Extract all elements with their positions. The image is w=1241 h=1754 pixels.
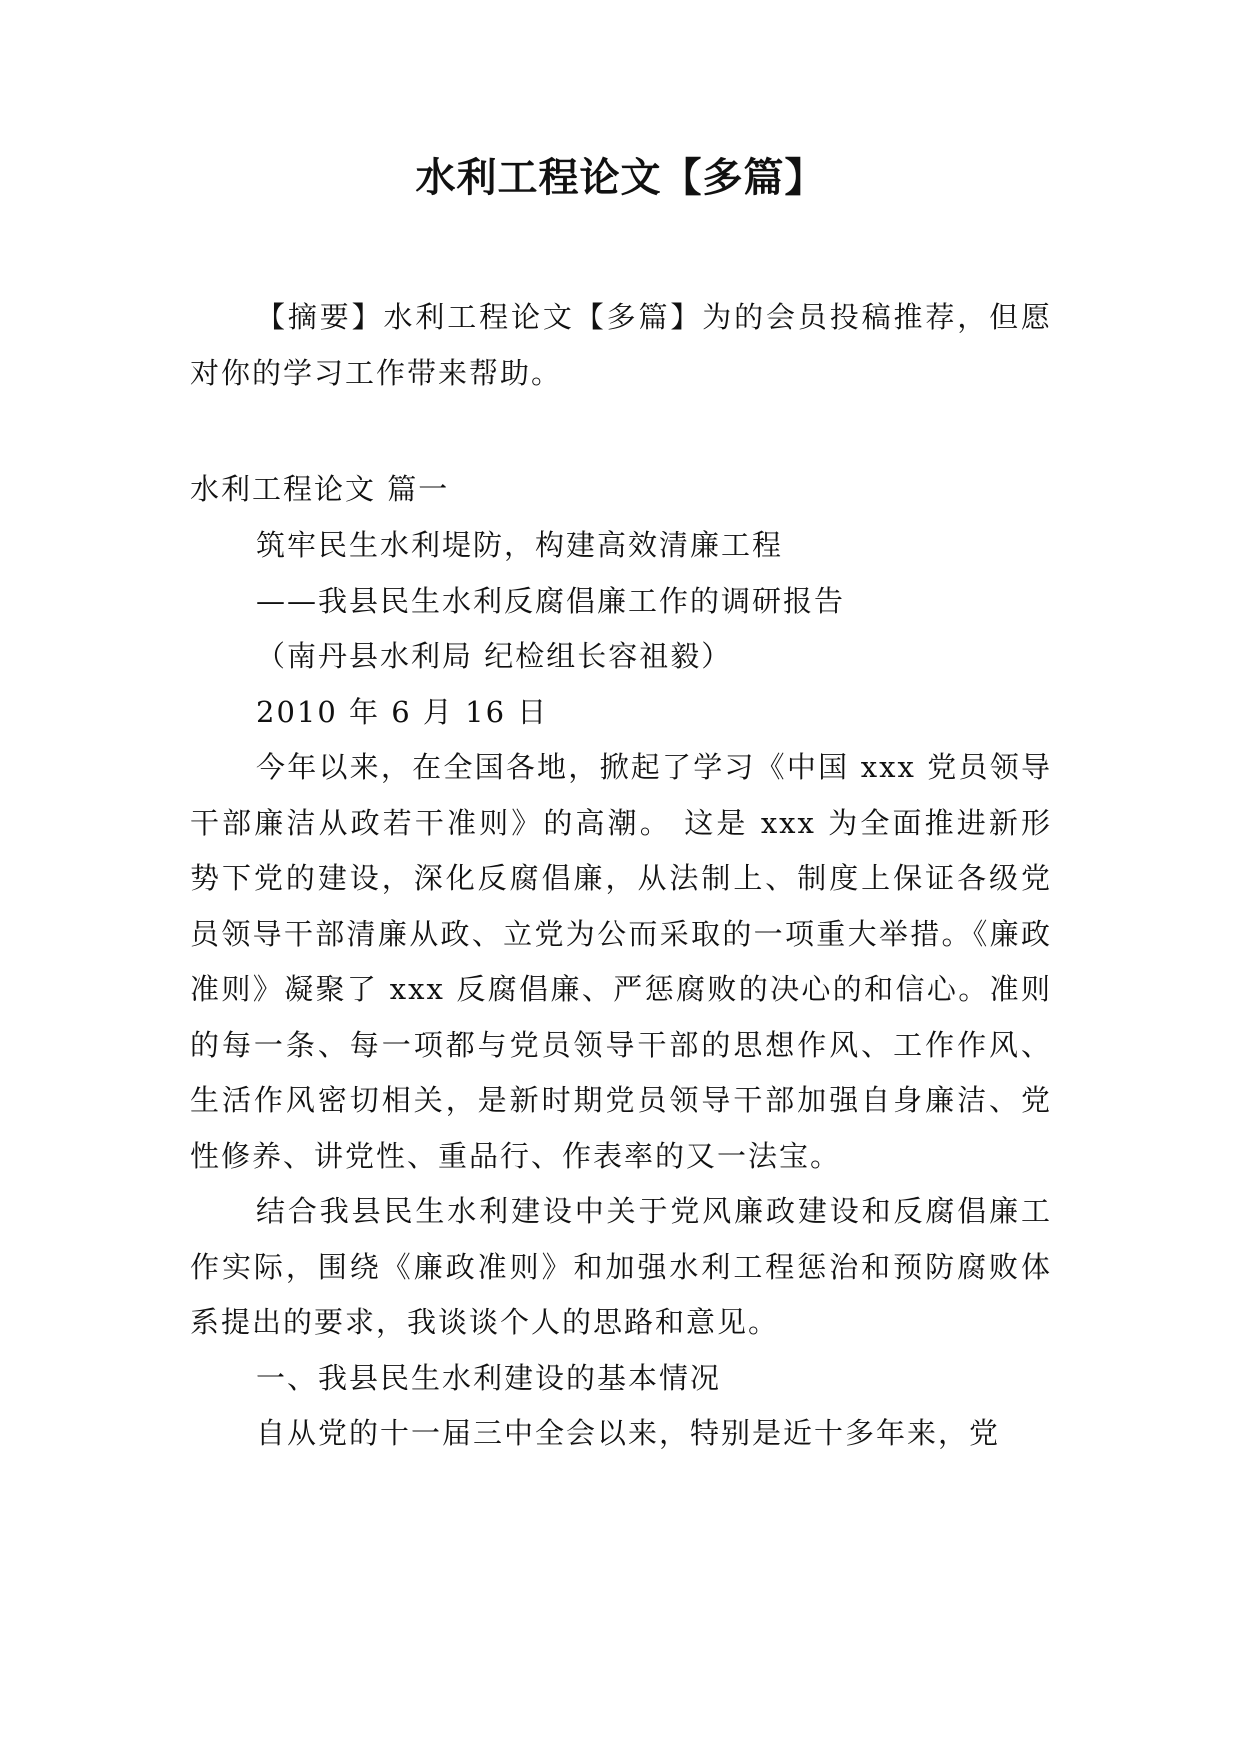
body-paragraph-2: 结合我县民生水利建设中关于党风廉政建设和反腐倡廉工作实际，围绕《廉政准则》和加强水利工程惩治和预防腐败体系提出的要求，我谈谈个人的思路和意见。	[190, 1194, 1052, 1339]
body-last-line: 自从党的十一届三中全会以来，特别是近十多年来，党	[256, 1416, 1001, 1450]
author-line: （南丹县水利局 纪检组长容祖毅）	[256, 639, 733, 673]
report-title: 筑牢民生水利堤防，构建高效清廉工程	[256, 528, 784, 562]
date-line: 2010 年 6 月 16 日	[256, 694, 549, 729]
report-body	[190, 518, 1052, 1462]
document-title: 水利工程论文【多篇】	[415, 155, 826, 201]
abstract-paragraph: 【摘要】水利工程论文【多篇】为的会员投稿推荐，但愿对你的学习工作带来帮助。	[190, 300, 1052, 390]
subheading-basic-situation: 一、我县民生水利建设的基本情况	[256, 1360, 722, 1395]
report-subtitle: ——我县民生水利反腐倡廉工作的调研报告	[256, 583, 846, 618]
section-heading: 水利工程论文 篇一	[190, 472, 450, 506]
body-paragraph-1: 今年以来，在全国各地，掀起了学习《中国 xxx 党员领导干部廉洁从政若干准则》的高潮。 这是 xxx 为全面推进新形势下党的建设，深化反腐倡廉，从法制上、制度上保证各级党员领导干部清廉从政、立党为公而采取的一项重大举措。《廉政准则》凝聚了 xxx 反腐倡廉、严惩腐败的决心的和信心。准则的每一条、每一项都与党员领导干部的思想作风、工作作风、生活作风密切相关，是新时期党员领导干部加强自身廉洁、党性修养、讲党性、重品行、作表率的又一法宝。	[190, 750, 1052, 1173]
